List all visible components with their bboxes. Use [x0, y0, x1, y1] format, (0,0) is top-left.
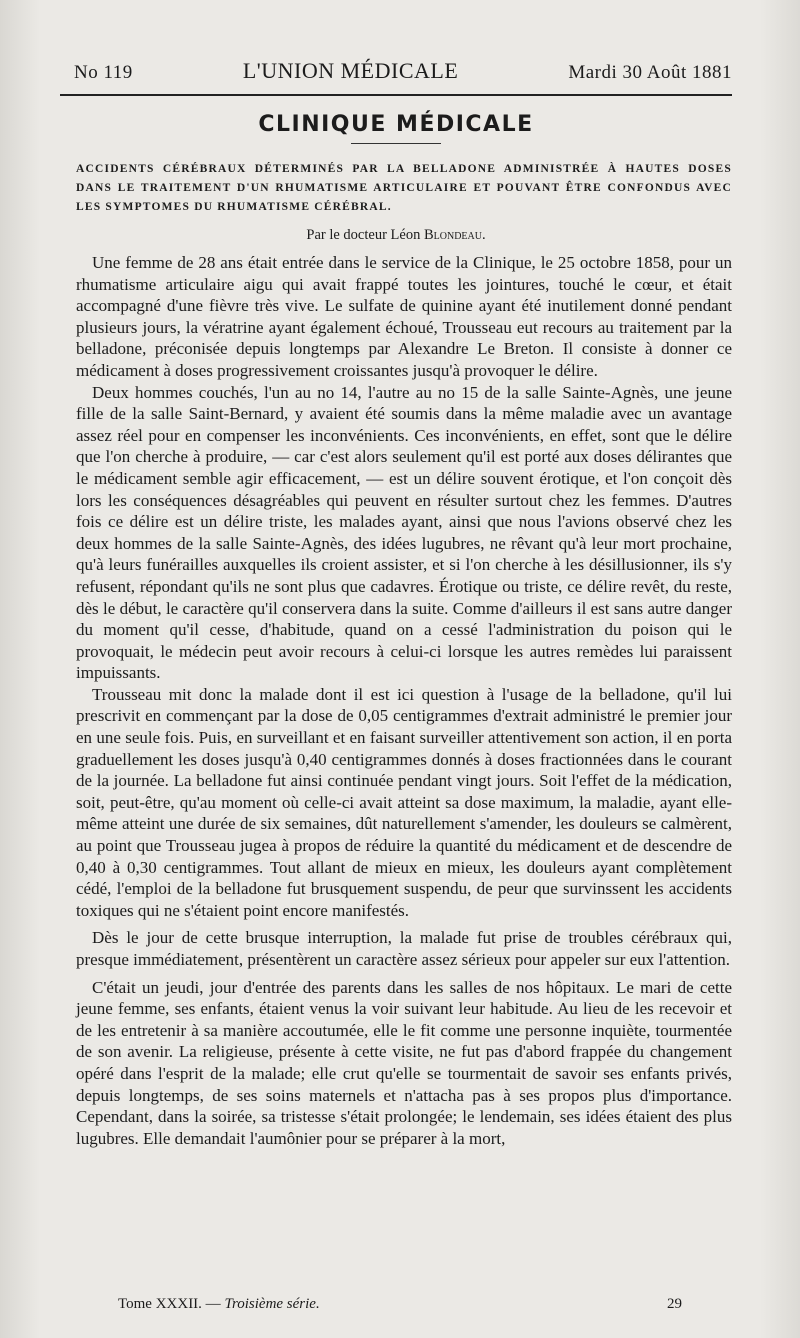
paragraph: Dès le jour de cette brusque interruption, la malade fut prise de troubles cérébraux qui, presque immédiatement, présentèrent un caractère assez sérieux pour appeler sur eux l'attention.: [76, 928, 732, 969]
page-number: 29: [667, 1296, 682, 1312]
byline-author: Blondeau.: [423, 227, 486, 243]
section-title: CLINIQUE MÉDICALE: [258, 112, 534, 137]
page-footer: [118, 1296, 682, 1313]
series-label: Troisième série.: [224, 1296, 320, 1312]
paragraph: C'était un jeudi, jour d'entrée des parents dans les salles de nos hôpitaux. Le mari de cette jeune femme, ses enfants, étaient venus la voir suivant leur habitude. Au lieu de les recevoir et de les entretenir à sa manière accoutumée, elle le fit comme une personne inquiète, tourmentée de son avenir. La religieuse, présente à cette visite, ne fut pas d'abord frappée du changement opéré dans l'esprit de la malade; elle crut qu'elle se tourmentait de savoir ses enfants privés, depuis longtemps, de ses soins maternels et n'attacha pas à ses propos plus d'importance. Cependant, dans la soirée, sa tristesse s'était prolongée; le lendemain, ses idées étaient des plus lugubres. Elle demandait l'aumônier pour se préparer à la mort,: [76, 977, 732, 1148]
paragraph: Une femme de 28 ans était entrée dans le service de la Clinique, le 25 octobre 1858, pour un rhumatisme articulaire aigu qui avait frappé toutes les jointures, touché le cœur, et était accompagné d'une fièvre très vive. Le sulfate de quinine ayant été inutilement donné pendant plusieurs jours, la vératrine ayant également échoué, Trousseau eut recours au traitement par la belladone, préconisée depuis longtemps par Alexandre Le Breton. Il consiste à donner ce médicament à doses progressivement croissantes jusqu'à provoquer le délire.: [76, 253, 732, 380]
byline: [60, 227, 732, 244]
journal-title: L'UNION MÉDICALE: [242, 58, 459, 83]
paragraph: Trousseau mit donc la malade dont il est ici question à l'usage de la belladone, qu'il lui prescrivit en commençant par la dose de 0,05 centigrammes d'extrait administré le premier jour en une seule fois. Puis, en surveillant et en faisant surveiller attentivement son action, il en porta graduellement les doses jusqu'à 0,40 centigrammes donnés à doses fractionnées dans le courant de la journée. La belladone fut ainsi continuée pendant vingt jours. Soit l'effet de la médication, soit, peut-être, qu'au moment où celle-ci avait atteint sa dose maximum, la maladie, ayant elle-même atteint une durée de six semaines, dût naturellement s'amender, les douleurs se calmèrent, au point que Trousseau jugea à propos de réduire la quantité du médicament et de descendre de 0,40 à 0,30 centigrammes. Tout allant de mieux en mieux, les douleurs ayant complètement cédé, l'emploi de la belladone fut brusquement suspendu, de peur que survinssent les accidents toxiques qui ne s'étaient point encore manifestés.: [76, 684, 732, 920]
byline-prefix: Par le docteur Léon: [306, 227, 421, 243]
title-divider: [351, 143, 441, 144]
volume-info: [118, 1296, 320, 1313]
article-body: [60, 252, 732, 1149]
issue-date: Mardi 30 Août 1881: [568, 62, 732, 83]
article-title: ACCIDENTS CÉRÉBRAUX DÉTERMINÉS PAR LA BELLADONE ADMINISTRÉE À HAUTES DOSES DANS LE TRAITEMENT D'UN RHUMATISME ARTICULAIRE ET POUVANT ÊTRE CONFONDUS AVEC LES SYMPTOMES DU RHUMATISME CÉRÉBRAL.: [76, 163, 732, 213]
page-header: [60, 58, 732, 96]
tome-label: Tome XXXII. —: [118, 1296, 221, 1312]
issue-number: No 119: [74, 62, 133, 83]
paragraph: Deux hommes couchés, l'un au no 14, l'autre au no 15 de la salle Sainte-Agnès, une jeune fille de la salle Saint-Bernard, y avaient été soumis dans la même maladie avec un avantage assez réel pour en compenser les inconvénients. Ces inconvénients, en effet, sont que le délire que l'on cherche à produire, — car c'est alors seulement qu'il est porté aux doses délirantes que le médicament semble agir efficacement, — est un délire souvent érotique, et l'on conçoit dès lors les conséquences désagréables qui peuvent en résulter surtout chez les femmes. D'autres fois ce délire est un délire triste, les malades ayant, ainsi que nous l'avions observé chez les deux hommes de la salle Sainte-Agnès, des idées lugubres, ne rêvant qu'à leur mort prochaine, qu'à leurs funérailles auxquelles ils croient assister, et si l'on cherche à les désillusionner, ils s'y refusent, répondant qu'ils ne sont plus que cadavres. Érotique ou triste, ce délire revêt, du reste, dès le début, le caractère qu'il conservera dans la suite. Comme d'ailleurs il est sans autre danger du moment qu'il cesse, d'habitude, quand on a cessé l'administration du poison qui le provoquait, le médecin peut avoir recours à celui-ci lorsque les autres remèdes lui paraissent impuissants.: [76, 382, 732, 683]
